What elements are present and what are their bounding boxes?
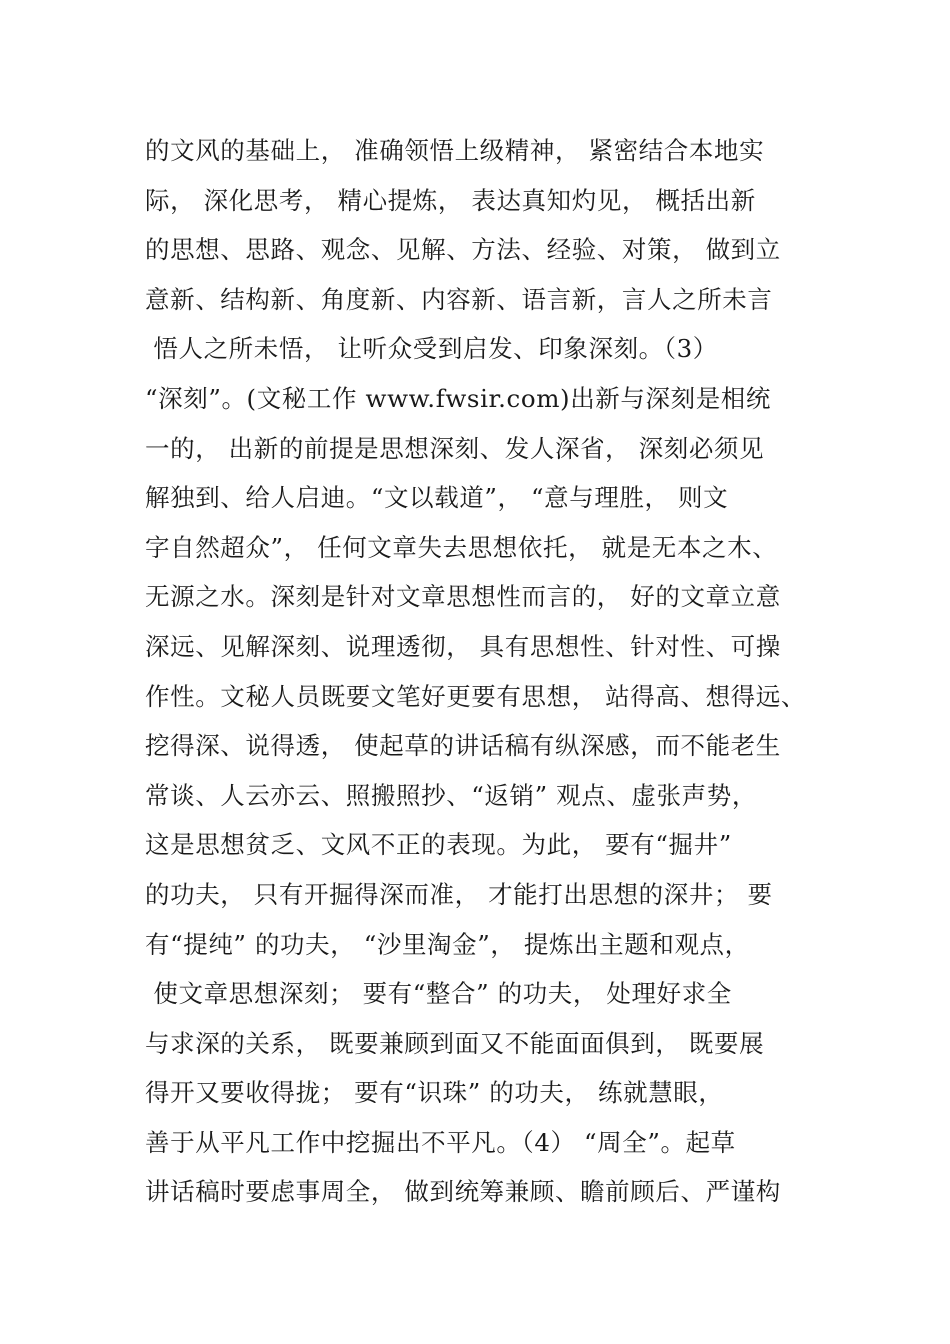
- text-line: 善于从平凡工作中挖掘出不平凡。（4） “周全”。起草: [145, 1127, 736, 1157]
- text-line: 与求深的关系， 既要兼顾到面又不能面面俱到， 既要展: [145, 1028, 765, 1058]
- text-line: 解独到、给人启迪。“文以载道”， “意与理胜， 则文: [145, 483, 729, 513]
- text-line: 常谈、人云亦云、照搬照抄、“返销” 观点、虚张声势，: [145, 780, 757, 810]
- body-text: [145, 126, 845, 1217]
- text-line: 悟人之所未悟， 让听众受到启发、印象深刻。（3）: [145, 334, 718, 364]
- text-line: 字自然超众”， 任何文章失去思想依托， 就是无本之木、: [145, 532, 778, 562]
- text-line: 无源之水。深刻是针对文章思想性而言的， 好的文章立意: [145, 582, 781, 612]
- text-line: 意新、结构新、角度新、内容新、语言新，言人之所未言: [145, 284, 773, 314]
- text-line: 这是思想贫乏、文风不正的表现。为此， 要有“掘井”: [145, 830, 732, 860]
- text-line: 深远、见解深刻、说理透彻， 具有思想性、针对性、可操: [145, 631, 781, 661]
- text-line: 的功夫， 只有开掘得深而准， 才能打出思想的深井； 要: [145, 879, 773, 909]
- text-line: 一的， 出新的前提是思想深刻、发人深省， 深刻必须见: [145, 433, 765, 463]
- text-line: 的文风的基础上， 准确领悟上级精神， 紧密结合本地实: [145, 136, 765, 165]
- text-line: 的思想、思路、观念、见解、方法、经验、对策， 做到立: [145, 235, 781, 265]
- text-line: 有“提纯” 的功夫， “沙里淘金”， 提炼出主题和观点，: [145, 929, 750, 959]
- text-line: “深刻”。(文秘工作 www.fwsir.com)出新与深刻是相统: [145, 383, 772, 413]
- text-line: 使文章思想深刻； 要有“整合” 的功夫， 处理好求全: [145, 979, 732, 1009]
- text-line: 际， 深化思考， 精心提炼， 表达真知灼见， 概括出新: [145, 185, 756, 215]
- text-line: 挖得深、说得透， 使起草的讲话稿有纵深感，而不能老生: [145, 731, 781, 761]
- text-line: 讲话稿时要虑事周全， 做到统筹兼顾、瞻前顾后、严谨构: [145, 1177, 781, 1207]
- text-line: 得开又要收得拢； 要有“识珠” 的功夫， 练就慧眼，: [145, 1078, 724, 1108]
- text-line: 作性。文秘人员既要文笔好更要有思想， 站得高、想得远、: [145, 681, 806, 711]
